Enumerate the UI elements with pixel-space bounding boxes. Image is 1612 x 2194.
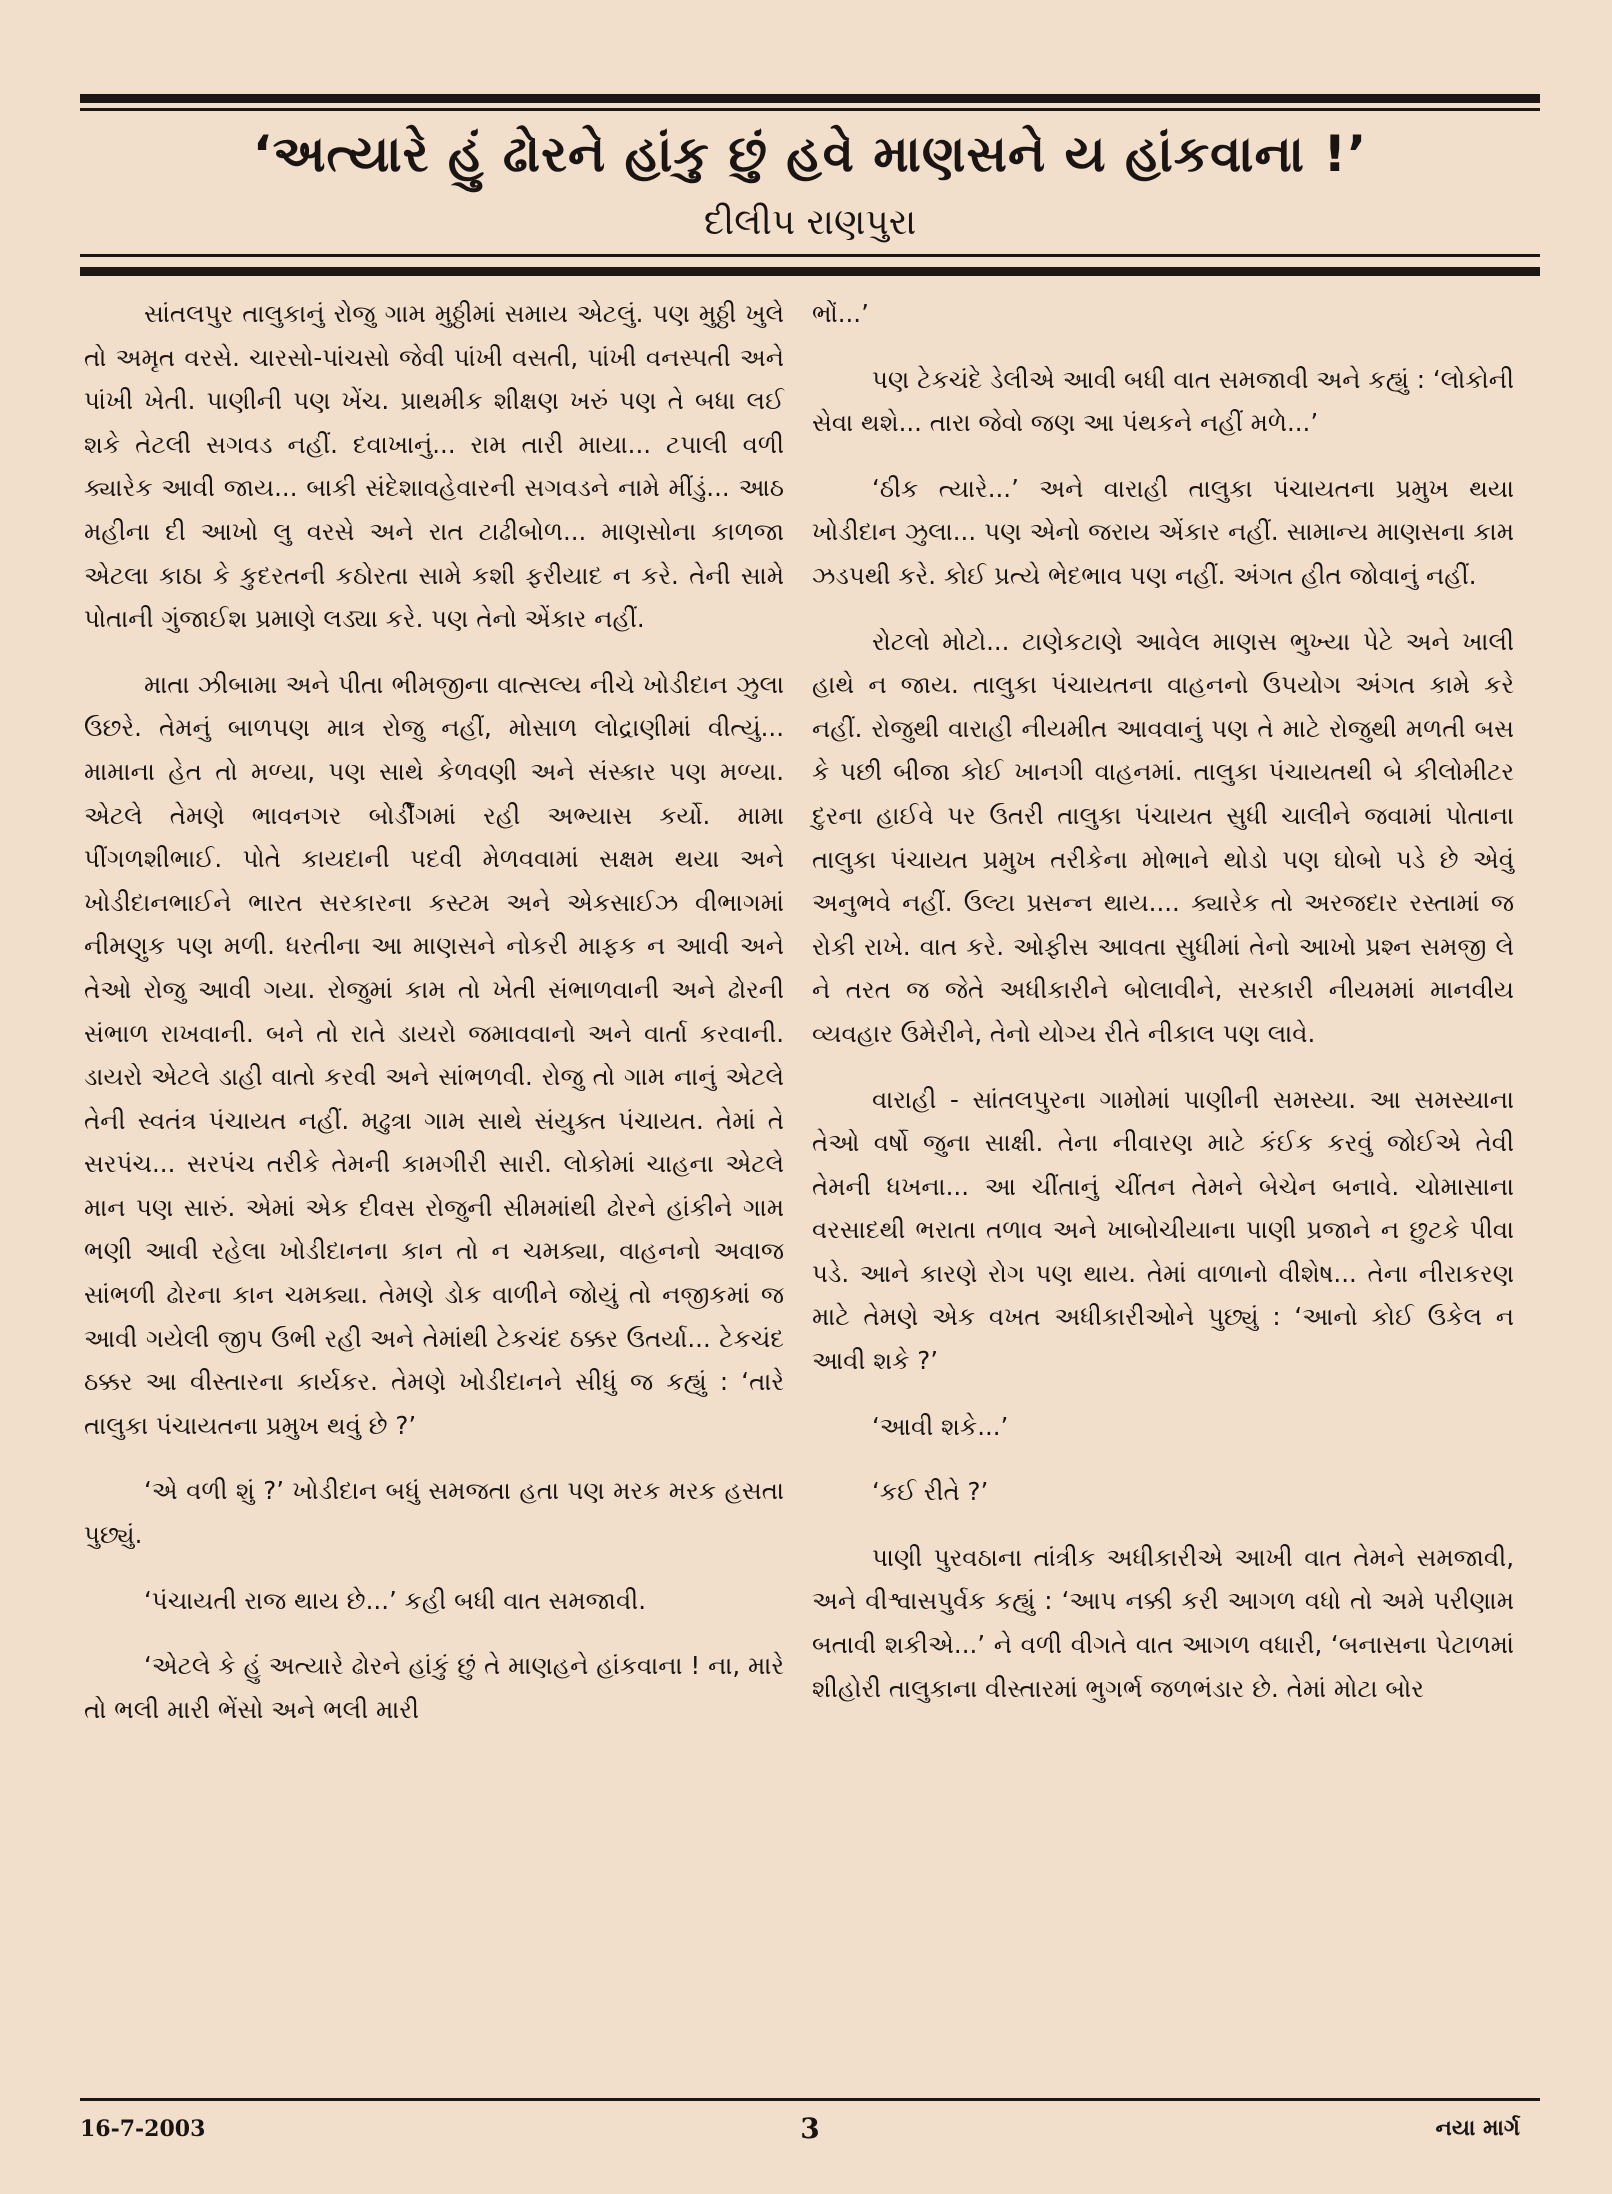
publication-name: નયા માર્ગ xyxy=(1435,2116,1520,2141)
paragraph: ‘પંચાયતી રાજ થાય છે...’ કહી બધી વાત સમજાવી. xyxy=(144,1585,647,1615)
paragraph: ‘એ વળી શું ?’ ખોડીદાન બધું સમજતા હતા પણ મરક મરક હસતા પુછ્યું. xyxy=(84,1476,784,1550)
paragraph: રોટલો મોટો... ટાણેકટાણે આવેલ માણસ ભુખ્યા પેટે અને ખાલી હાથે ન જાય. તાલુકા પંચાયતના વાહનનો ઉપયોગ અંગત કામે કરે નહીં. રોજુથી વારાહી નીયમીત આવવાનું પણ તે માટે રોજુથી મળતી બસ કે પછી બીજા કોઈ ખાનગી વાહનમાં. તાલુકા પંચાયતથી બે કીલોમીટર દુરના હાઈવે પર ઉતરી તાલુકા પંચાયત સુધી ચાલીને જવામાં પોતાના તાલુકા પંચાયત પ્રમુખ તરીકેના મોભાને થોડો પણ ઘોબો પડે છે એવું અનુભવે નહીં. ઉલ્ટા પ્રસન્ન થાય.... ક્યારેક તો અરજદાર રસ્તામાં જ રોકી રાખે. વાત કરે. ઓફીસ આવતા સુધીમાં તેનો આખો પ્રશ્ન સમજી લે ને તરત જ જેતે અધીકારીને બોલાવીને, સરકારી નીયમમાં માનવીય વ્યવહાર ઉમેરીને, તેનો યોગ્ય રીતે નીકાલ પણ લાવે. xyxy=(812,626,1514,1048)
footer-date: 16-7-2003 xyxy=(80,2116,206,2142)
paragraph: સાંતલપુર તાલુકાનું રોજુ ગામ મુઠ્ઠીમાં સમાય એટલું. પણ મુઠ્ઠી ખુલે તો અમૃત વરસે. ચારસો-પાંચસો જેવી પાંખી વસતી, પાંખી વનસ્પતી અને પાંખી ખેતી. પાણીની પણ ખેંચ. પ્રાથમીક શીક્ષણ ખરું પણ તે બધા લઈ શકે તેટલી સગવડ નહીં. દવાખાનું... રામ તારી માયા... ટપાલી વળી ક્યારેક આવી જાય... બાકી સંદેશાવહેવારની સગવડને નામે મીંડું... આઠ મહીના દી આખો લુ વરસે અને રાત ટાઢીબોળ... માણસોના કાળજા એટલા કાઠા કે કુદરતની કઠોરતા સામે કશી ફરીયાદ ન કરે. તેની સામે પોતાની ગુંજાઈશ પ્રમાણે લડ્યા કરે. પણ તેનો એંકાર નહીં. xyxy=(84,299,784,634)
page-footer xyxy=(80,2112,1540,2152)
paragraph: ‘કઈ રીતે ?’ xyxy=(872,1477,989,1507)
page-number: 3 xyxy=(800,2112,820,2145)
article-headline: ‘અત્યારે હું ઢોરને હાંકુ છું હવે માણસને ય હાંકવાના !’ xyxy=(252,125,1368,183)
paragraph: ભોં...’ xyxy=(812,299,869,328)
paragraph: પાણી પુરવઠાના તાંત્રીક અધીકારીએ આખી વાત તેમને સમજાવી, અને વીશ્વાસપુર્વક કહ્યું : ‘આપ નક્કી કરી આગળ વધો તો અમે પરીણામ બતાવી શકીએ...’ ને વળી વીગતે વાત આગળ વધારી, ‘બનાસના પેટાળમાં શીહોરી તાલુકાના વીસ્તારમાં ભુગર્ભ જળભંડાર છે. તેમાં મોટા બોર xyxy=(812,1542,1514,1703)
top-rule xyxy=(80,94,1540,103)
paragraph: ‘એટલે કે હું અત્યારે ઢોરને હાંકું છું તે માણહને હાંકવાના ! ના, મારે તો ભલી મારી ભેંસો અને ભલી મારી xyxy=(84,1651,784,1724)
right-column xyxy=(812,292,1514,1710)
paragraph: ‘આવી શકે...’ xyxy=(872,1411,1009,1441)
footer-rule xyxy=(80,2098,1540,2101)
paragraph: પણ ટેકચંદે ડેલીએ આવી બધી વાત સમજાવી અને કહ્યું : ‘લોકોની સેવા થશે... તારા જેવો જણ આ પંથકને નહીં મળે...’ xyxy=(812,364,1514,438)
paragraph: વારાહી - સાંતલપુરના ગામોમાં પાણીની સમસ્યા. આ સમસ્યાના તેઓ વર્ષો જુના સાક્ષી. તેના નીવારણ માટે કંઈક કરવું જોઈએ તેવી તેમની ધખના... આ ચીંતાનું ચીંતન તેમને બેચેન બનાવે. ચોમાસાના વરસાદથી ભરાતા તળાવ અને ખાબોચીયાના પાણી પ્રજાને ન છુટકે પીવા પડે. આને કારણે રોગ પણ થાય. તેમાં વાળાનો વીશેષ... તેના નીરાકરણ માટે તેમણે એક વખત અધીકારીઓને પુછ્યું : ‘આનો કોઈ ઉકેલ ન આવી શકે ?’ xyxy=(812,1084,1514,1376)
byline-rule-thin xyxy=(80,254,1540,257)
left-column xyxy=(84,292,784,1731)
article-byline: દીલીપ રાણપુરા xyxy=(703,202,917,243)
top-rule-thin xyxy=(80,108,1540,111)
paragraph: માતા ઝીબામા અને પીતા ભીમજીના વાત્સલ્ય નીચે ખોડીદાન ઝુલા ઉછરે. તેમનું બાળપણ માત્ર રોજુ નહીં, મોસાળ લોદ્રાણીમાં વીત્યું... મામાના હેત તો મળ્યા, પણ સાથે કેળવણી અને સંસ્કાર પણ મળ્યા. એટલે તેમણે ભાવનગર બોર્ડીંગમાં રહી અભ્યાસ કર્યો. મામા પીંગળશીભાઈ. પોતે કાયદાની પદવી મેળવવામાં સક્ષમ થયા અને ખોડીદાનભાઈને ભારત સરકારના કસ્ટમ અને એકસાઈઝ વીભાગમાં નીમણુક પણ મળી. ધરતીના આ માણસને નોકરી માફક ન આવી અને તેઓ રોજુ આવી ગયા. રોજુમાં કામ તો ખેતી સંભાળવાની અને ઢોરની સંભાળ રાખવાની. બને તો રાતે ડાયરો જમાવવાનો અને વાર્તા કરવાની. ડાયરો એટલે ડાહી વાતો કરવી અને સાંભળવી. રોજુ તો ગામ નાનું એટલે તેની સ્વતંત્ર પંચાયત નહીં. મઢુત્રા ગામ સાથે સંયુક્ત પંચાયત. તેમાં તે સરપંચ... સરપંચ તરીકે તેમની કામગીરી સારી. લોકોમાં ચાહના એટલે માન પણ સારું. એમાં એક દીવસ રોજુની સીમમાંથી ઢોરને હાંકીને ગામ ભણી આવી રહેલા ખોડીદાનના કાન તો ન ચમક્યા, વાહનનો અવાજ સાંભળી ઢોરના કાન ચમક્યા. તેમણે ડોક વાળીને જોયું તો નજીકમાં જ આવી ગયેલી જીપ ઉભી રહી અને તેમાંથી ટેકચંદ ઠક્કર ઉતર્યા... ટેકચંદ ઠક્કર આ વીસ્તારના કાર્યકર. તેમણે ખોડીદાનને સીધું જ કહ્યું : ‘તારે તાલુકા પંચાયતના પ્રમુખ થવું છે ?’ xyxy=(84,669,784,1440)
paragraph: ‘ઠીક ત્યારે...’ અને વારાહી તાલુકા પંચાયતના પ્રમુખ થયા ખોડીદાન ઝુલા... પણ એનો જરાય એંકાર નહીં. સામાન્ય માણસના કામ ઝડપથી કરે. કોઈ પ્રત્યે ભેદભાવ પણ નહીં. અંગત હીત જોવાનું નહીં. xyxy=(812,473,1514,590)
byline-rule xyxy=(80,267,1540,276)
